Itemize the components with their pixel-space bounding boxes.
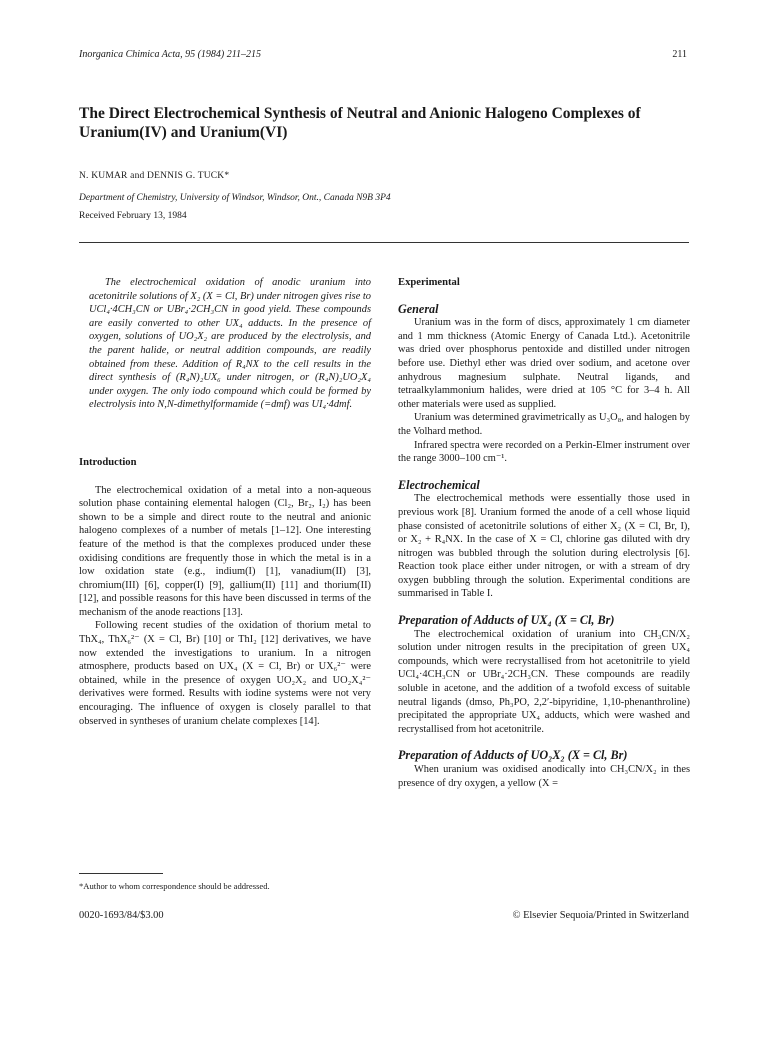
introduction-paragraph: Following recent studies of the oxidation of thorium metal to ThX₄, ThX₆²⁻ (X = Cl, Br) [10] or ThI₂ [12] derivatives, we have now extended the investigations to uranium. In a nitrogen atmosphere, products based on UX₄ (X = Cl, Br) or UX₆²⁻ were obtained, while in the presence of oxygen UO₂X₂ and UO₂X₄²⁻ derivatives were formed. Results with iodine systems were not very encouraging. The influence of oxygen is closely parallel to that observed in syntheses of uranium chelate complexes [14]. — [79, 620, 371, 727]
right-column — [398, 276, 690, 790]
prep-ux4-heading: Preparation of Adducts of UX₄ (X = Cl, Br) — [398, 613, 615, 628]
journal-reference: Inorganica Chimica Acta, 95 (1984) 211–215 — [79, 49, 262, 60]
header-divider — [79, 242, 689, 243]
prep-ux4-paragraph: The electrochemical oxidation of uranium into CH₃CN/X₂ solution under nitrogen results in the precipitation of green UX₄ compounds, which were recrystallised from hot acetonitrile to yield UCl₄·4CH₃CN or UBr₄·2CH₃CN. These compounds are readily soluble in acetone, and the addition of a twofold excess of suitable neutral ligands (dmso, Ph₃PO, 2,2′-bipyridine, 1,10-phenanthroline) precipitated the appropriate UX₄ adducts, which were washed and recrystallised from hot acetonitrile. — [398, 628, 690, 735]
general-heading: General — [398, 301, 439, 316]
footnote: *Author to whom correspondence should be addressed. — [79, 881, 270, 891]
prep-uo2x2-heading: Preparation of Adducts of UO₂X₂ (X = Cl, Br) — [398, 748, 628, 763]
issn-price: 0020-1693/84/$3.00 — [79, 910, 164, 921]
introduction-paragraph: The electrochemical oxidation of a metal into a non-aqueous solution phase containing elemental halogen (Cl₂, Br₂, I₂) has been shown to be a simple and direct route to the neutral and anionic halogeno complexes of a number of metals [1–12]. One interesting feature of the method is that the complexes produced under these oxidising conditions are frequently those in which the metal is in a low oxidation state (e.g., indium(I) [1], vanadium(II) [3], chromium(III) [6], copper(I) [9], gallium(II) [11] and thorium(II) [12], and possible reasons for this have been discussed in terms of the mechanism of the anode reactions [13]. — [79, 484, 371, 618]
affiliation: Department of Chemistry, University of Windsor, Windsor, Ont., Canada N9B 3P4 — [79, 193, 391, 203]
general-paragraph: Uranium was in the form of discs, approximately 1 cm diameter and 1 mm thickness (Atomic Energy of Canada Ltd.). Acetonitrile was dried over phosphorus pentoxide and distilled under nitrogen before use. Diethyl ether was dried over sodium, and acetone over anhydrous magnesium sulphate. Neutral ligands, and tetraalkylammonium halides, were dried at 105 °C for 3–4 h. All other materials were used as supplied. — [398, 317, 690, 410]
introduction-heading: Introduction — [79, 456, 137, 468]
footnote-divider — [79, 873, 163, 874]
general-paragraph: Infrared spectra were recorded on a Perkin-Elmer instrument over the range 3000–100 cm⁻¹. — [398, 439, 690, 465]
left-column — [79, 276, 371, 728]
general-paragraph: Uranium was determined gravimetrically as U₃O₈, and halogen by the Volhard method. — [398, 412, 690, 437]
running-head — [79, 49, 687, 65]
electrochemical-heading: Electrochemical — [398, 477, 480, 492]
article-title: The Direct Electrochemical Synthesis of Neutral and Anionic Halogeno Complexes of Uranium(IV) and Uranium(VI) — [79, 105, 641, 141]
copyright: © Elsevier Sequoia/Printed in Switzerland — [512, 910, 689, 921]
abstract: The electrochemical oxidation of anodic uranium into acetonitrile solutions of X₂ (X = Cl, Br) under nitrogen gives rise to UCl₄·4CH₃CN or UBr₄·2CH₃CN in good yield. These compounds are easily converted to other UX₄ adducts. In the presence of oxygen, solutions of UO₂X₂ are produced by the electrolysis, and the parent halide, or neutral addition compounds, are readily obtained from these. Addition of R₄NX to the cell results in the direct synthesis of (R₄N)₂UX₆ under nitrogen, or (R₄N)₂UO₂X₄ under oxygen. The only iodo compound which could be formed by electrolysis into N,N-dimethylformamide (=dmf) was UI₄·4dmf. — [89, 277, 371, 411]
experimental-heading: Experimental — [398, 277, 460, 288]
electrochemical-paragraph: The electrochemical methods were essentially those used in previous work [8]. Uranium formed the anode of a cell whose liquid phase consisted of acetonitrile solutions of either X₂ (X = Cl, Br, I), or X₂ + R₄NX. In the case of X = Cl, chlorine gas diluted with dry nitrogen was bubbled through the solution during electrolysis [6]. Reaction took place either under nitrogen, or with a stream of dry oxygen bubbling through the solution. Experimental conditions are summarised in Table I. — [398, 493, 690, 600]
received-date: Received February 13, 1984 — [79, 211, 187, 221]
prep-uo2x2-paragraph: When uranium was oxidised anodically into CH₃CN/X₂ in thes presence of dry oxygen, a yellow (X = — [398, 764, 690, 789]
authors: N. KUMAR and DENNIS G. TUCK* — [79, 171, 230, 181]
page-number: 211 — [672, 49, 687, 60]
